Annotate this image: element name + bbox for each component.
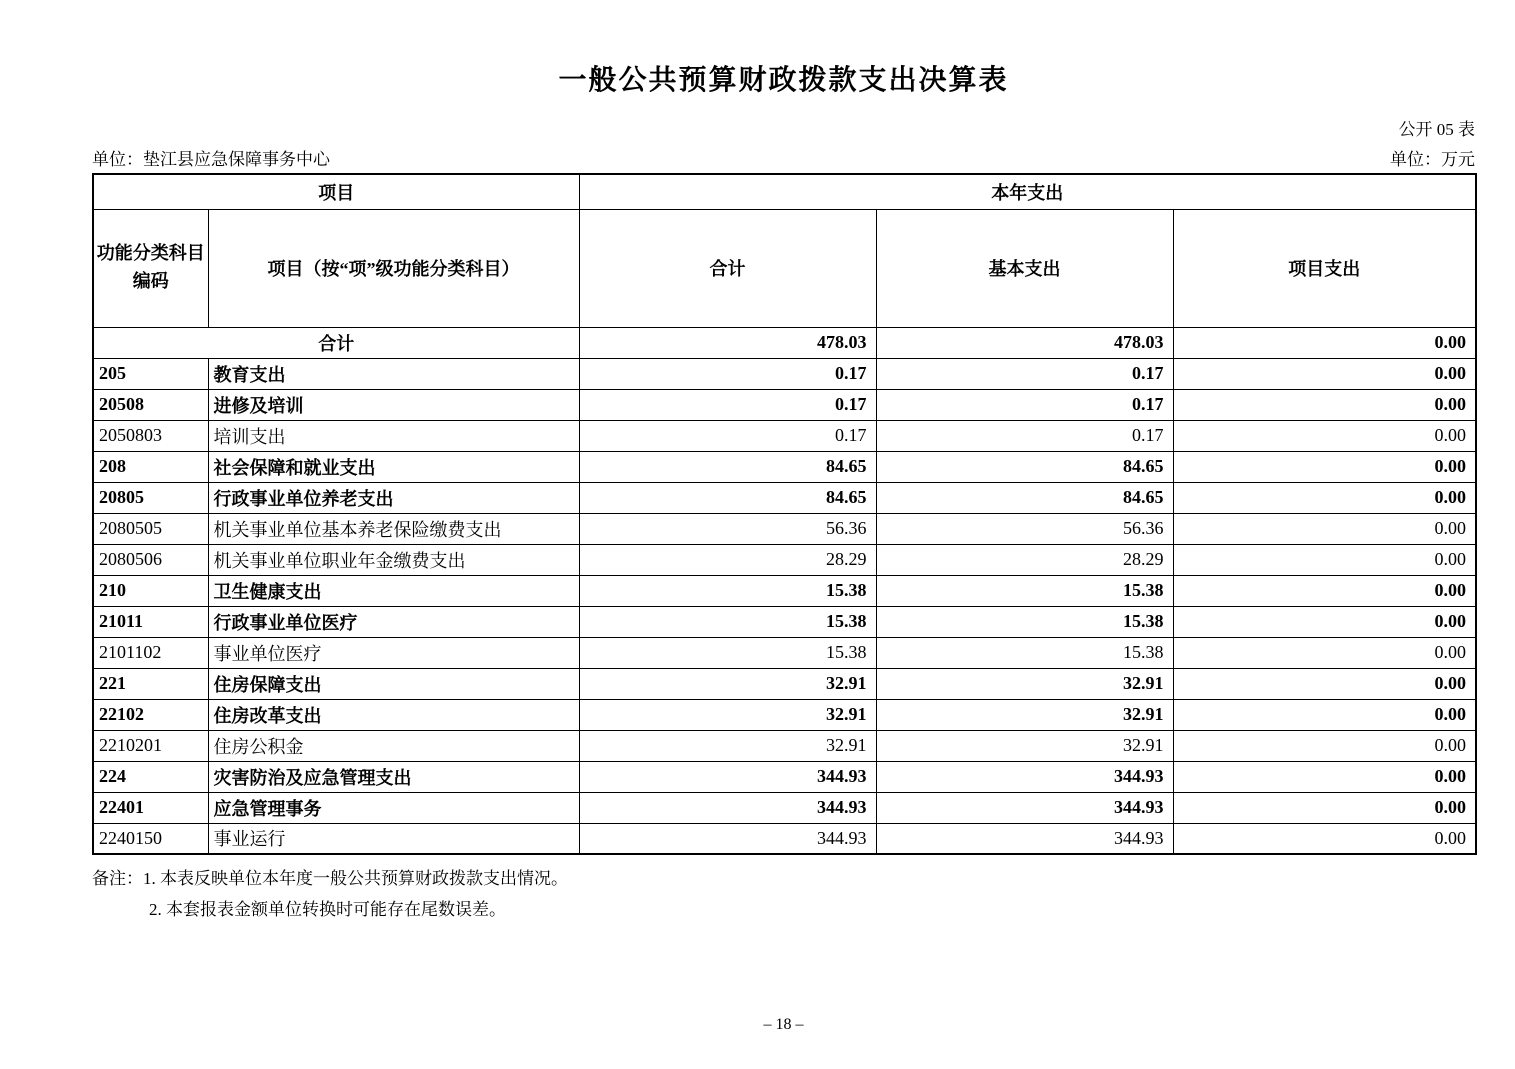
header-group-row <box>93 174 1476 209</box>
header-group-year: 本年支出 <box>579 174 1476 209</box>
project-cell: 0.00 <box>1173 699 1476 730</box>
project-cell: 0.00 <box>1173 451 1476 482</box>
basic-cell: 28.29 <box>876 544 1173 575</box>
item-name-cell: 合计 <box>93 327 579 358</box>
item-name-cell: 应急管理事务 <box>208 792 579 823</box>
basic-cell: 15.38 <box>876 637 1173 668</box>
total-cell: 15.38 <box>579 606 876 637</box>
col-header-code <box>93 209 208 327</box>
page-number: – 18 – <box>763 1016 804 1033</box>
page-title: 一般公共预算财政拨款支出决算表 <box>558 65 1009 96</box>
col-header-code-line2: 编码 <box>132 271 169 291</box>
code-cell: 2101102 <box>93 637 208 668</box>
table-row <box>93 792 1476 823</box>
table-row <box>93 544 1476 575</box>
basic-cell: 344.93 <box>876 792 1173 823</box>
basic-cell: 344.93 <box>876 761 1173 792</box>
total-cell: 344.93 <box>579 761 876 792</box>
basic-cell: 84.65 <box>876 451 1173 482</box>
total-cell: 0.17 <box>579 358 876 389</box>
total-cell: 32.91 <box>579 699 876 730</box>
document-page <box>92 0 1475 925</box>
item-name-cell: 社会保障和就业支出 <box>208 451 579 482</box>
item-name-cell: 行政事业单位医疗 <box>208 606 579 637</box>
total-cell: 56.36 <box>579 513 876 544</box>
project-cell: 0.00 <box>1173 823 1476 854</box>
item-name-cell: 教育支出 <box>208 358 579 389</box>
project-cell: 0.00 <box>1173 761 1476 792</box>
code-cell: 224 <box>93 761 208 792</box>
basic-cell: 32.91 <box>876 668 1173 699</box>
note-line-2: 2. 本套报表金额单位转换时可能存在尾数误差。 <box>149 899 506 919</box>
code-cell: 2050803 <box>93 420 208 451</box>
table-row <box>93 606 1476 637</box>
total-cell: 478.03 <box>579 327 876 358</box>
project-cell: 0.00 <box>1173 544 1476 575</box>
total-cell: 344.93 <box>579 823 876 854</box>
table-row <box>93 482 1476 513</box>
item-name-cell: 住房公积金 <box>208 730 579 761</box>
table-row <box>93 637 1476 668</box>
item-name-cell: 灾害防治及应急管理支出 <box>208 761 579 792</box>
basic-cell: 15.38 <box>876 606 1173 637</box>
item-name-cell: 行政事业单位养老支出 <box>208 482 579 513</box>
col-header-total: 合计 <box>579 209 876 327</box>
project-cell: 0.00 <box>1173 730 1476 761</box>
header-cols-row <box>93 209 1476 327</box>
col-header-code-line1: 功能分类科目 <box>96 243 205 264</box>
code-cell: 2080505 <box>93 513 208 544</box>
note-line-1: 备注：1. 本表反映单位本年度一般公共预算财政拨款支出情况。 <box>92 869 568 888</box>
col-header-basic: 基本支出 <box>876 209 1173 327</box>
code-cell: 221 <box>93 668 208 699</box>
code-cell: 205 <box>93 358 208 389</box>
code-cell: 2080506 <box>93 544 208 575</box>
total-cell: 32.91 <box>579 668 876 699</box>
project-cell: 0.00 <box>1173 389 1476 420</box>
table-row <box>93 730 1476 761</box>
total-cell: 32.91 <box>579 730 876 761</box>
item-name-cell: 机关事业单位基本养老保险缴费支出 <box>208 513 579 544</box>
basic-cell: 32.91 <box>876 730 1173 761</box>
table-row <box>93 823 1476 854</box>
project-cell: 0.00 <box>1173 513 1476 544</box>
table-row <box>93 358 1476 389</box>
item-name-cell: 住房保障支出 <box>208 668 579 699</box>
project-cell: 0.00 <box>1173 482 1476 513</box>
project-cell: 0.00 <box>1173 575 1476 606</box>
total-cell: 84.65 <box>579 451 876 482</box>
table-row <box>93 420 1476 451</box>
code-cell: 210 <box>93 575 208 606</box>
basic-cell: 478.03 <box>876 327 1173 358</box>
item-name-cell: 机关事业单位职业年金缴费支出 <box>208 544 579 575</box>
header-group-item: 项目 <box>93 174 579 209</box>
basic-cell: 15.38 <box>876 575 1173 606</box>
basic-cell: 0.17 <box>876 358 1173 389</box>
code-cell: 20508 <box>93 389 208 420</box>
unit-name: 单位：垫江县应急保障事务中心 <box>92 150 330 169</box>
table-row <box>93 668 1476 699</box>
notes <box>92 864 1475 925</box>
item-name-cell: 住房改革支出 <box>208 699 579 730</box>
basic-cell: 0.17 <box>876 389 1173 420</box>
code-cell: 22401 <box>93 792 208 823</box>
total-cell: 15.38 <box>579 637 876 668</box>
item-name-cell: 卫生健康支出 <box>208 575 579 606</box>
project-cell: 0.00 <box>1173 420 1476 451</box>
total-cell: 344.93 <box>579 792 876 823</box>
code-cell: 21011 <box>93 606 208 637</box>
meta-row <box>92 145 1475 173</box>
basic-cell: 84.65 <box>876 482 1173 513</box>
table-row-total <box>93 327 1476 358</box>
table-row <box>93 699 1476 730</box>
total-cell: 0.17 <box>579 420 876 451</box>
col-header-item: 项目（按“项”级功能分类科目） <box>208 209 579 327</box>
currency-unit: 单位：万元 <box>1390 150 1475 169</box>
project-cell: 0.00 <box>1173 792 1476 823</box>
expenditure-table <box>92 173 1477 855</box>
code-cell: 208 <box>93 451 208 482</box>
project-cell: 0.00 <box>1173 637 1476 668</box>
basic-cell: 344.93 <box>876 823 1173 854</box>
table-row <box>93 575 1476 606</box>
project-cell: 0.00 <box>1173 327 1476 358</box>
table-row <box>93 761 1476 792</box>
total-cell: 28.29 <box>579 544 876 575</box>
item-name-cell: 事业单位医疗 <box>208 637 579 668</box>
item-name-cell: 进修及培训 <box>208 389 579 420</box>
item-name-cell: 培训支出 <box>208 420 579 451</box>
basic-cell: 56.36 <box>876 513 1173 544</box>
basic-cell: 32.91 <box>876 699 1173 730</box>
project-cell: 0.00 <box>1173 668 1476 699</box>
total-cell: 0.17 <box>579 389 876 420</box>
item-name-cell: 事业运行 <box>208 823 579 854</box>
table-number: 公开 05 表 <box>1398 120 1475 139</box>
table-row <box>93 389 1476 420</box>
project-cell: 0.00 <box>1173 606 1476 637</box>
table-row <box>93 513 1476 544</box>
total-cell: 15.38 <box>579 575 876 606</box>
project-cell: 0.00 <box>1173 358 1476 389</box>
total-cell: 84.65 <box>579 482 876 513</box>
code-cell: 2240150 <box>93 823 208 854</box>
code-cell: 20805 <box>93 482 208 513</box>
code-cell: 22102 <box>93 699 208 730</box>
col-header-project: 项目支出 <box>1173 209 1476 327</box>
code-cell: 2210201 <box>93 730 208 761</box>
table-row <box>93 451 1476 482</box>
basic-cell: 0.17 <box>876 420 1173 451</box>
